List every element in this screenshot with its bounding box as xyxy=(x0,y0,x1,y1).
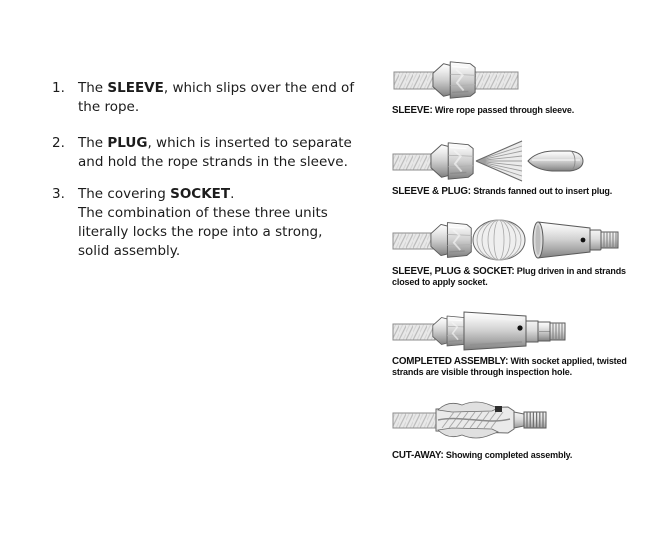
term-socket: SOCKET xyxy=(170,186,231,202)
item-extra-text: The combination of these three units literally locks the rope into a strong, solid assembly. xyxy=(78,205,328,259)
sleeve-graphic xyxy=(431,223,471,258)
wire-rope-graphic xyxy=(393,233,433,249)
figure-caption xyxy=(392,450,644,461)
figure-caption xyxy=(392,356,644,378)
completed-assembly-illustration-icon xyxy=(392,309,568,353)
caption-text: Showing completed assembly. xyxy=(445,450,573,460)
wire-rope-graphic xyxy=(393,324,435,340)
term-sleeve: SLEEVE xyxy=(107,80,164,96)
list-item-sleeve xyxy=(52,79,362,117)
sleeve-plug-illustration-icon xyxy=(392,139,588,183)
figure-sleeve xyxy=(392,58,644,116)
instruction-list xyxy=(12,79,362,261)
caption-label: CUT-AWAY: xyxy=(392,450,444,461)
caption-text: Strands fanned out to insert plug. xyxy=(473,186,613,196)
figure-sleeve-plug xyxy=(392,139,644,197)
fanned-strands-graphic xyxy=(476,141,522,181)
item-text: The SLEEVE, which slips over the end of the rope. xyxy=(78,80,355,115)
caption-label: SLEEVE, PLUG & SOCKET: xyxy=(392,266,515,277)
socket-applied-graphic xyxy=(464,312,565,350)
term-plug: PLUG xyxy=(107,135,148,151)
item-text: The covering SOCKET. The combination of these three units literally locks the rope into a strong, solid assembly. xyxy=(78,185,358,261)
figure-completed-assembly xyxy=(392,309,644,378)
figure-caption xyxy=(392,266,644,288)
cutaway-notch-graphic xyxy=(495,406,502,412)
caption-text: Plug driven in and strands closed to apply socket. xyxy=(392,266,626,287)
list-item-socket xyxy=(52,185,362,261)
list-item-plug xyxy=(52,134,362,172)
figure-cutaway xyxy=(392,397,644,461)
figure-caption xyxy=(392,186,644,197)
item-number: 2. xyxy=(52,135,65,151)
item-number: 3. xyxy=(52,186,65,202)
plug-graphic xyxy=(528,151,583,171)
caption-label: COMPLETED ASSEMBLY: xyxy=(392,356,509,367)
socket-graphic xyxy=(533,222,618,258)
sleeve-graphic xyxy=(433,316,468,346)
sleeve-graphic xyxy=(433,62,475,98)
sleeve-graphic xyxy=(431,143,473,179)
caption-text: Wire rope passed through sleeve. xyxy=(434,105,575,115)
item-text: The PLUG, which is inserted to separate and hold the rope strands in the sleeve. xyxy=(78,135,352,170)
cutaway-body-graphic xyxy=(436,402,514,438)
sleeve-illustration-icon xyxy=(392,58,542,102)
cutaway-illustration-icon xyxy=(392,397,554,443)
closed-strands-bulb-graphic xyxy=(473,220,525,260)
caption-label: SLEEVE & PLUG: xyxy=(392,186,471,197)
caption-text: With socket applied, twisted strands are visible through inspection hole. xyxy=(392,356,627,377)
threaded-end-graphic xyxy=(514,412,546,428)
figure-caption xyxy=(392,105,644,116)
item-number: 1. xyxy=(52,80,65,96)
caption-label: SLEEVE: xyxy=(392,105,433,116)
wire-rope-graphic xyxy=(393,154,433,170)
figure-sleeve-plug-socket xyxy=(392,217,644,288)
wire-rope-graphic xyxy=(393,413,437,428)
sleeve-plug-socket-illustration-icon xyxy=(392,217,626,263)
inspection-hole-graphic xyxy=(517,325,522,330)
inspection-hole-graphic xyxy=(581,238,586,243)
